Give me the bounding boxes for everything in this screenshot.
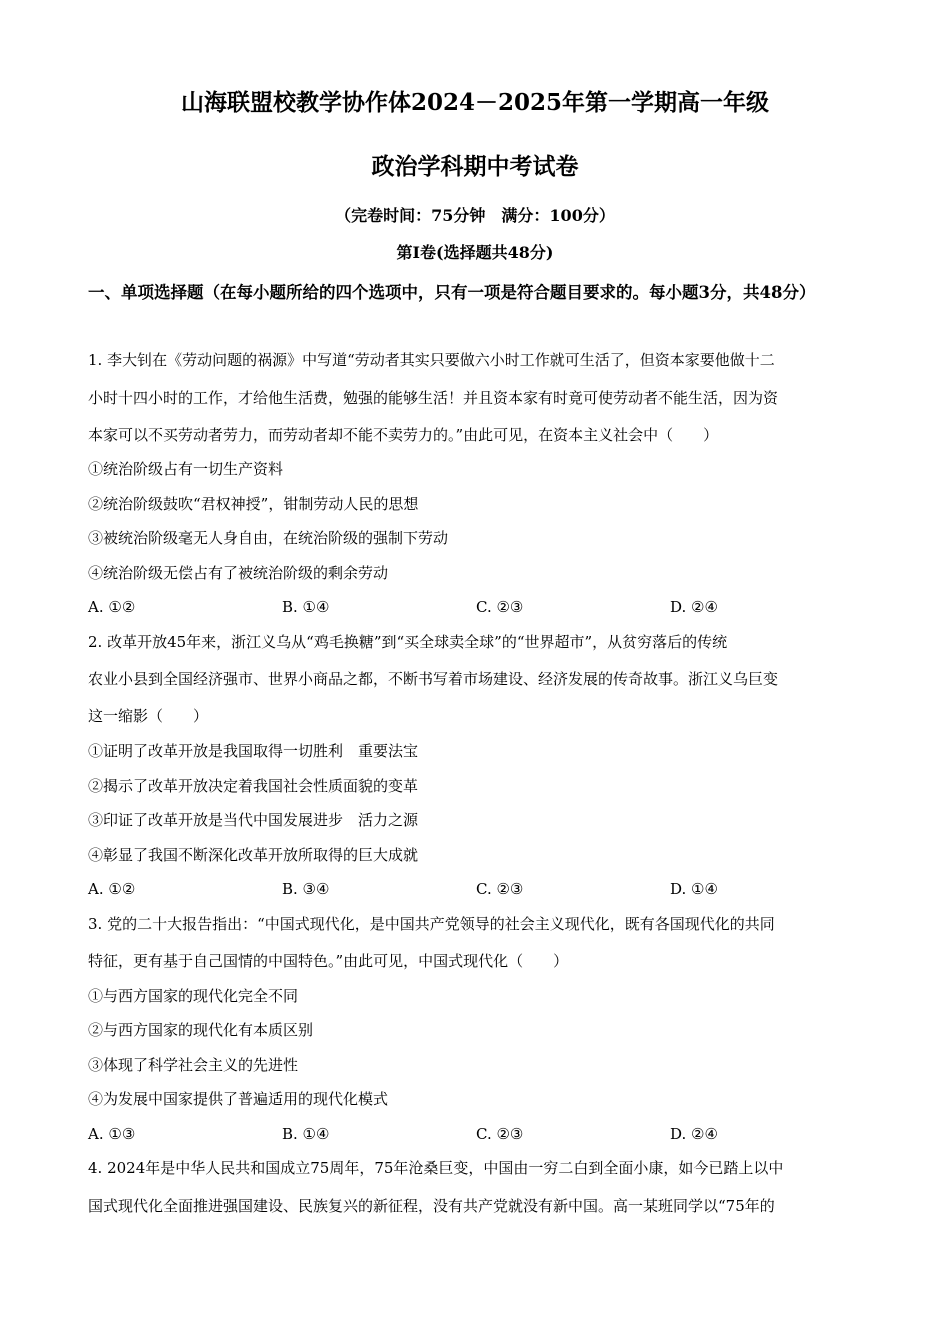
question-3-stem: 3. 党的二十大报告指出：“中国式现代化，是中国共产党领导的社会主义现代化，既有各国现代化的共同 [88, 915, 775, 933]
option-a: A. ①③ [88, 1125, 136, 1143]
option-c: C. ②③ [476, 1125, 524, 1143]
question-4-stem: 4. 2024年是中华人民共和国成立75周年，75年沧桑巨变，中国由一穷二白到全面小康，如今已踏上以中 [88, 1159, 784, 1177]
question-2-statement: ②揭示了改革开放决定着我国社会性质面貌的变革 [88, 777, 419, 795]
option-d: D. ②④ [670, 1125, 718, 1143]
question-3-stem: 特征，更有基于自己国情的中国特色。”由此可见，中国式现代化（ ） [88, 952, 569, 970]
question-3-statement: ③体现了科学社会主义的先进性 [88, 1056, 299, 1074]
question-2-stem: 这一缩影（ ） [88, 707, 209, 725]
question-3-statement: ④为发展中国家提供了普遍适用的现代化模式 [88, 1090, 389, 1108]
option-a: A. ①② [88, 598, 136, 616]
question-2-statement: ③印证了改革开放是当代中国发展进步 活力之源 [88, 811, 419, 829]
question-2-stem: 2. 改革开放45年来，浙江义乌从“鸡毛换糖”到“买全球卖全球”的“世界超市”，从贫穷落后的传统 [88, 633, 728, 651]
question-1-statement: ④统治阶级无偿占有了被统治阶级的剩余劳动 [88, 564, 389, 582]
question-2-stem: 农业小县到全国经济强市、世界小商品之都，不断书写着市场建设、经济发展的传奇故事。浙江义乌巨变 [88, 670, 779, 688]
question-3-statement: ②与西方国家的现代化有本质区别 [88, 1021, 314, 1039]
question-3-statement: ①与西方国家的现代化完全不同 [88, 987, 299, 1005]
option-b: B. ③④ [282, 880, 330, 898]
exam-title-line1: 山海联盟校教学协作体2024－2025年第一学期高一年级 [180, 89, 770, 116]
question-1-stem: 1. 李大钊在《劳动问题的祸源》中写道“劳动者其实只要做六小时工作就可生活了，但资本家要他做十二 [88, 351, 775, 369]
option-d: D. ②④ [670, 598, 718, 616]
option-b: B. ①④ [282, 1125, 330, 1143]
exam-info: （完卷时间：75分钟 满分：100分） [335, 206, 615, 225]
question-4-stem: 国式现代化全面推进强国建设、民族复兴的新征程，没有共产党就没有新中国。高一某班同学以“75年的 [88, 1197, 775, 1215]
option-a: A. ①② [88, 880, 136, 898]
question-1-stem: 小时十四小时的工作，才给他生活费，勉强的能够生活！并且资本家有时竟可使劳动者不能生活，因为资 [88, 389, 779, 407]
exam-title-line2: 政治学科期中考试卷 [371, 153, 579, 180]
question-2-statement: ①证明了改革开放是我国取得一切胜利 重要法宝 [88, 742, 419, 760]
question-1-statement: ③被统治阶级毫无人身自由，在统治阶级的强制下劳动 [88, 529, 449, 547]
question-2-statement: ④彰显了我国不断深化改革开放所取得的巨大成就 [88, 846, 419, 864]
question-1-statement: ①统治阶级占有一切生产资料 [88, 460, 284, 478]
option-c: C. ②③ [476, 598, 524, 616]
section-title: 一、单项选择题（在每小题所给的四个选项中，只有一项是符合题目要求的。每小题3分，共48分） [88, 283, 816, 302]
part-title: 第Ⅰ卷(选择题共48分) [396, 243, 554, 262]
option-d: D. ①④ [670, 880, 718, 898]
question-1-statement: ②统治阶级鼓吹“君权神授”，钳制劳动人民的思想 [88, 495, 419, 513]
option-c: C. ②③ [476, 880, 524, 898]
question-1-stem: 本家可以不买劳动者劳力，而劳动者却不能不卖劳力的。”由此可见，在资本主义社会中（ ） [88, 426, 719, 444]
option-b: B. ①④ [282, 598, 330, 616]
